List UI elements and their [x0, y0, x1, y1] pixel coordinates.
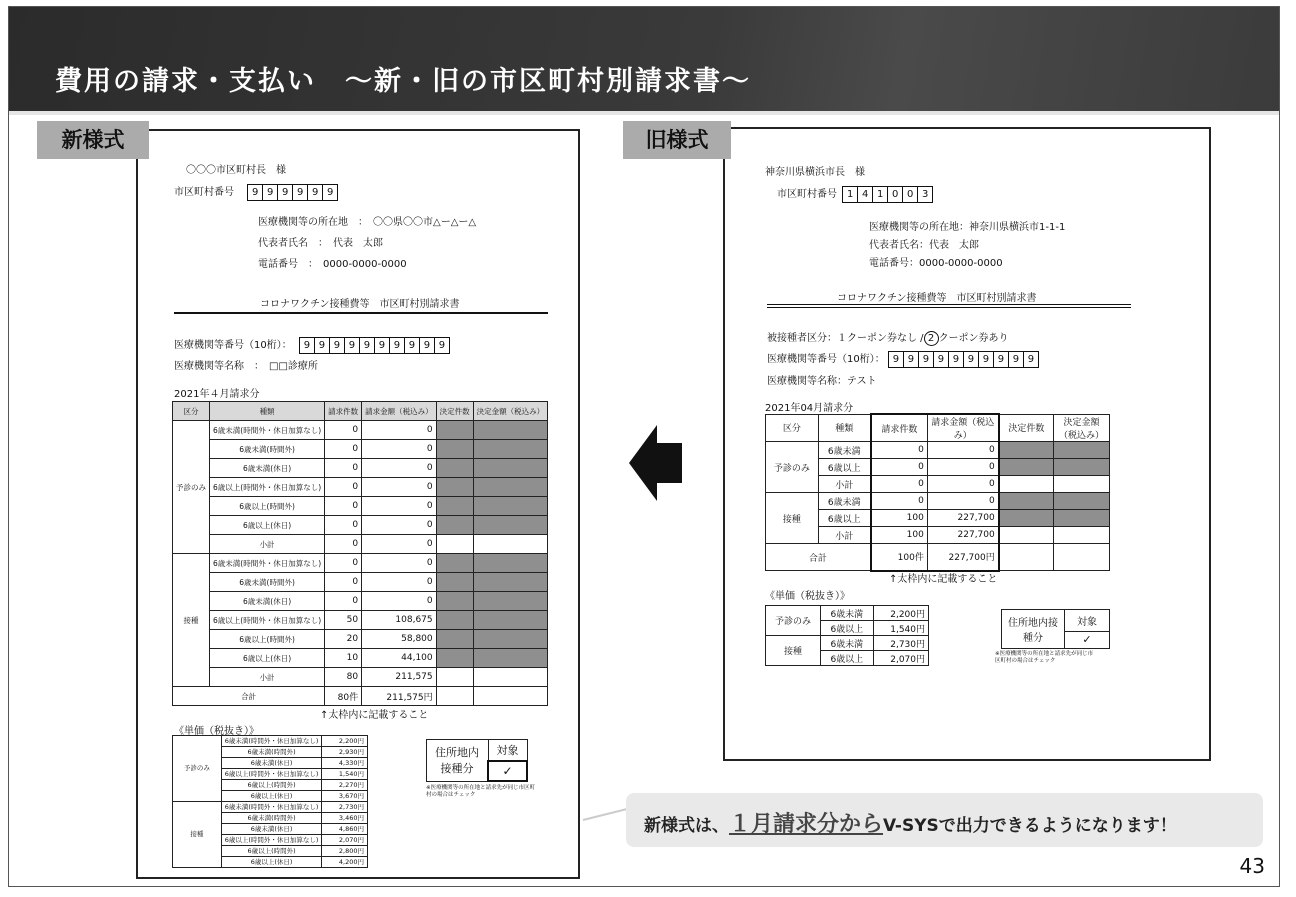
- decided-amount-cell: [473, 516, 548, 535]
- unit-kind: 6歳未満(休日): [221, 824, 322, 835]
- old-code-digit: 9: [963, 352, 978, 367]
- kind-cell: 6歳以上(時間外・休日加算なし): [210, 611, 325, 630]
- count-cell: 0: [871, 459, 927, 476]
- new-code-digits: [299, 337, 450, 354]
- amount-cell: 0: [927, 493, 998, 510]
- old-representative: 代表者氏名：代表 太郎: [869, 240, 979, 251]
- count-cell: 0: [871, 493, 927, 510]
- decided-count-cell: [436, 592, 473, 611]
- decided-amount-cell: [473, 554, 548, 573]
- amount-cell: 0: [362, 459, 437, 478]
- decided-count-cell: [436, 611, 473, 630]
- total-label: 合計: [766, 544, 871, 571]
- old-address: 医療機関等の所在地：神奈川県横浜市1-1-1: [869, 222, 1066, 233]
- total-amount: 227,700円: [927, 544, 998, 571]
- unit-price: 2,730円: [873, 636, 928, 651]
- old-form-tag: 旧様式: [623, 121, 731, 159]
- unit-kind: 6歳以上(時間外): [221, 780, 322, 791]
- decided-count-cell: [436, 535, 473, 554]
- old-clinic-name: 医療機関等名称：テスト: [767, 376, 877, 387]
- decided-amount-cell: [473, 459, 548, 478]
- unit-price: 2,800円: [322, 846, 368, 857]
- amount-cell: 0: [362, 592, 437, 611]
- col-header: 種類: [818, 414, 871, 442]
- decided-amount-cell: [1054, 442, 1110, 459]
- new-code-digit: 9: [344, 338, 359, 353]
- count-cell: 20: [325, 630, 362, 649]
- old-category-prefix: 被接種者区分：１クーポン券なし /: [767, 333, 924, 344]
- old-muni-digit: 3: [917, 187, 932, 202]
- unit-price: 2,730円: [322, 802, 368, 813]
- unit-price: 4,330円: [322, 758, 368, 769]
- callout-prefix: 新様式は、: [644, 816, 729, 836]
- total-count: 100件: [871, 544, 927, 571]
- kind-cell: 小計: [818, 527, 871, 544]
- decided-amount-cell: [1054, 510, 1110, 527]
- old-resid-table: [1001, 609, 1110, 649]
- decided-amount-cell: [1054, 476, 1110, 493]
- new-title-rule: [174, 312, 548, 314]
- unit-kind: 6歳以上(時間外・休日加算なし): [221, 769, 322, 780]
- unit-group-label: 予診のみ: [173, 736, 222, 802]
- header-divider: [9, 111, 1279, 115]
- check-cell: ✓: [1065, 631, 1110, 648]
- new-muni-digit: 9: [252, 186, 259, 198]
- decided-count-cell: [436, 516, 473, 535]
- group-label: 接種: [766, 493, 819, 544]
- header-banner: [9, 7, 1279, 113]
- old-note: ↑太枠内に記載すること: [889, 574, 998, 585]
- unit-kind: 6歳以上(時間外・休日加算なし): [221, 835, 322, 846]
- new-code-digit: 9: [359, 338, 374, 353]
- callout-box: [626, 793, 1263, 847]
- new-address: 医療機関等の所在地 ： 〇〇県〇〇市△ー△ー△: [258, 217, 477, 228]
- old-muni-digits: [842, 186, 933, 203]
- callout-highlight: １月請求分から: [729, 812, 884, 837]
- left-arrow-shaft: [656, 443, 682, 483]
- amount-cell: 108,675: [362, 611, 437, 630]
- kind-cell: 6歳未満(時間外・休日加算なし): [210, 554, 325, 573]
- kind-cell: 6歳未満(休日): [210, 592, 325, 611]
- decided-count-cell: [999, 544, 1054, 571]
- decided-count-cell: [999, 493, 1054, 510]
- check-cell: ✓: [488, 761, 527, 781]
- amount-cell: 0: [362, 516, 437, 535]
- new-doc-title: コロナワクチン接種費等 市区町村別請求書: [260, 299, 460, 310]
- decided-amount-cell: [473, 687, 548, 706]
- new-form-tag: 新様式: [37, 121, 149, 159]
- old-title-rule: [767, 307, 1131, 308]
- amount-cell: 0: [362, 535, 437, 554]
- old-code-digit: 9: [1008, 352, 1023, 367]
- count-cell: 0: [325, 421, 362, 440]
- decided-count-cell: [999, 476, 1054, 493]
- new-telephone: 電話番号 ： 0000-0000-0000: [258, 259, 407, 270]
- decided-count-cell: [436, 630, 473, 649]
- decided-count-cell: [436, 573, 473, 592]
- old-code-row: [767, 350, 1039, 368]
- new-muni-digit: 9: [277, 185, 292, 200]
- decided-amount-cell: [1054, 527, 1110, 544]
- old-code-digit: 9: [933, 352, 948, 367]
- new-code-digit: 9: [329, 338, 344, 353]
- new-muni-digit: 9: [322, 185, 337, 200]
- decided-amount-cell: [473, 573, 548, 592]
- decided-amount-cell: [473, 649, 548, 668]
- unit-price: 2,070円: [322, 835, 368, 846]
- col-header: 請求金額（税込み）: [927, 414, 998, 442]
- kind-cell: 6歳未満: [818, 442, 871, 459]
- unit-kind: 6歳未満(時間外・休日加算なし): [221, 802, 322, 813]
- count-cell: 0: [325, 497, 362, 516]
- decided-amount-cell: [1054, 544, 1110, 571]
- old-addressee: 神奈川県横浜市長 様: [765, 167, 865, 178]
- count-cell: 50: [325, 611, 362, 630]
- unit-kind: 6歳以上: [821, 621, 874, 636]
- new-addressee: 〇〇〇市区町村長 様: [186, 165, 286, 176]
- old-muni-digit: 4: [857, 187, 872, 202]
- old-muni-digit: 0: [902, 187, 917, 202]
- unit-price: 3,670円: [322, 791, 368, 802]
- decided-count-cell: [436, 478, 473, 497]
- unit-group-label: 接種: [766, 636, 821, 666]
- decided-amount-cell: [473, 421, 548, 440]
- old-category-circled: 2: [924, 331, 939, 346]
- unit-kind: 6歳未満(時間外): [221, 813, 322, 824]
- decided-amount-cell: [473, 611, 548, 630]
- unit-kind: 6歳未満(休日): [221, 758, 322, 769]
- page-number: 43: [1239, 854, 1265, 878]
- decided-count-cell: [436, 440, 473, 459]
- decided-count-cell: [436, 687, 473, 706]
- count-cell: 0: [325, 440, 362, 459]
- decided-count-cell: [999, 510, 1054, 527]
- unit-price: 3,460円: [322, 813, 368, 824]
- new-muni-digit: 9: [262, 185, 277, 200]
- new-muni-digits: [247, 184, 338, 201]
- kind-cell: 6歳以上(時間外・休日加算なし): [210, 478, 325, 497]
- unit-kind: 6歳以上(時間外): [221, 846, 322, 857]
- old-muni-digit: 0: [887, 187, 902, 202]
- old-resid-note: ※医療機関等の所在地と請求先が同じ市区町村の場合はチェック: [995, 651, 1094, 664]
- unit-kind: 6歳以上(休日): [221, 791, 322, 802]
- decided-amount-cell: [473, 440, 548, 459]
- decided-count-cell: [436, 459, 473, 478]
- old-unit-table: [765, 605, 929, 666]
- resid-label: 住所地内接種分: [427, 740, 489, 782]
- total-count: 80件: [325, 687, 362, 706]
- target-label: 対象: [1065, 610, 1110, 632]
- old-code-digit: 9: [993, 352, 1008, 367]
- unit-group-label: 接種: [173, 802, 222, 868]
- total-amount: 211,575円: [362, 687, 437, 706]
- old-claim-table: [765, 413, 1110, 572]
- decided-count-cell: [999, 527, 1054, 544]
- old-category-suffix: クーポン券あり: [938, 333, 1009, 344]
- decided-count-cell: [999, 459, 1054, 476]
- slide: [8, 6, 1280, 887]
- kind-cell: 6歳以上(時間外): [210, 630, 325, 649]
- amount-cell: 227,700: [927, 510, 998, 527]
- unit-kind: 6歳未満: [821, 636, 874, 651]
- old-code-label: 医療機関等番号（10桁）：: [767, 354, 885, 365]
- old-muni-digit: 1: [847, 188, 854, 200]
- old-category-row: [767, 329, 1009, 346]
- unit-price: 2,200円: [322, 736, 368, 747]
- new-code-digit: 9: [374, 338, 389, 353]
- col-header: 請求件数: [871, 414, 927, 442]
- amount-cell: 44,100: [362, 649, 437, 668]
- old-code-digits: [888, 351, 1039, 368]
- unit-price: 1,540円: [873, 621, 928, 636]
- count-cell: 100: [871, 527, 927, 544]
- new-code-label: 医療機関等番号（10桁）：: [174, 340, 292, 351]
- kind-cell: 6歳以上(時間外): [210, 497, 325, 516]
- callout-text: [644, 807, 1177, 838]
- old-telephone: 電話番号：0000-0000-0000: [869, 258, 1003, 269]
- new-resid-note: ※医療機関等の所在地と請求先が同じ市区町村の場合はチェック: [426, 785, 536, 798]
- kind-cell: 小計: [818, 476, 871, 493]
- target-label: 対象: [488, 740, 527, 762]
- decided-count-cell: [436, 421, 473, 440]
- kind-cell: 6歳未満(時間外): [210, 440, 325, 459]
- decided-amount-cell: [473, 592, 548, 611]
- unit-price: 2,930円: [322, 747, 368, 758]
- kind-cell: 小計: [210, 668, 325, 687]
- decided-amount-cell: [473, 535, 548, 554]
- group-label: 接種: [173, 554, 210, 687]
- unit-price: 2,200円: [873, 606, 928, 621]
- callout-pointer: [583, 807, 632, 821]
- new-code-digit: 9: [314, 338, 329, 353]
- count-cell: 80: [325, 668, 362, 687]
- count-cell: 0: [325, 459, 362, 478]
- col-header: 決定件数: [999, 414, 1054, 442]
- amount-cell: 0: [362, 440, 437, 459]
- group-label: 予診のみ: [766, 442, 819, 493]
- unit-price: 1,540円: [322, 769, 368, 780]
- unit-kind: 6歳以上(休日): [221, 857, 322, 868]
- count-cell: 10: [325, 649, 362, 668]
- unit-price: 2,270円: [322, 780, 368, 791]
- old-title-rule: [767, 304, 1131, 305]
- col-header: 請求件数: [325, 402, 362, 421]
- unit-price: 2,070円: [873, 651, 928, 666]
- col-header: 決定金額（税込み）: [473, 402, 548, 421]
- amount-cell: 211,575: [362, 668, 437, 687]
- decided-count-cell: [436, 497, 473, 516]
- group-label: 予診のみ: [173, 421, 210, 554]
- old-code-digit: 9: [903, 352, 918, 367]
- amount-cell: 58,800: [362, 630, 437, 649]
- new-code-digit: 9: [303, 339, 311, 351]
- amount-cell: 0: [927, 459, 998, 476]
- count-cell: 0: [871, 476, 927, 493]
- old-period: 2021年04月請求分: [765, 403, 854, 414]
- old-code-digit: 9: [1023, 352, 1038, 367]
- resid-label: 住所地内接種分: [1002, 610, 1065, 649]
- decided-count-cell: [999, 442, 1054, 459]
- col-header: 種類: [210, 402, 325, 421]
- col-header: 区分: [173, 402, 210, 421]
- new-code-digit: 9: [389, 338, 404, 353]
- kind-cell: 6歳以上: [818, 510, 871, 527]
- decided-count-cell: [436, 554, 473, 573]
- count-cell: 100: [871, 510, 927, 527]
- new-representative: 代表者氏名 ： 代表 太郎: [258, 238, 383, 249]
- new-code-row: [174, 336, 450, 354]
- new-code-digit: 9: [434, 338, 449, 353]
- old-muni-digit: 1: [872, 187, 887, 202]
- new-unit-title: 《単価（税抜き）》: [174, 726, 259, 737]
- old-code-digit: 9: [918, 352, 933, 367]
- callout-suffix: V-SYSで出力できるようになります！: [883, 816, 1177, 836]
- kind-cell: 6歳未満(休日): [210, 459, 325, 478]
- kind-cell: 6歳以上: [818, 459, 871, 476]
- new-unit-table: [172, 735, 368, 868]
- new-muni-digit: 9: [307, 185, 322, 200]
- kind-cell: 6歳未満(時間外・休日加算なし): [210, 421, 325, 440]
- col-header: 決定金額（税込み）: [1054, 414, 1110, 442]
- new-period: 2021年４月請求分: [174, 389, 260, 400]
- decided-count-cell: [436, 649, 473, 668]
- slide-title: 費用の請求・支払い ～新・旧の市区町村別請求書～: [55, 66, 751, 97]
- unit-price: 4,860円: [322, 824, 368, 835]
- old-code-digit: 9: [948, 352, 963, 367]
- old-unit-title: 《単価（税抜き）》: [765, 591, 850, 602]
- unit-kind: 6歳未満(時間外): [221, 747, 322, 758]
- count-cell: 0: [325, 592, 362, 611]
- decided-count-cell: [436, 668, 473, 687]
- col-header: 区分: [766, 414, 819, 442]
- left-arrow-icon: [629, 425, 657, 501]
- amount-cell: 0: [927, 442, 998, 459]
- decided-amount-cell: [1054, 493, 1110, 510]
- decided-amount-cell: [1054, 459, 1110, 476]
- col-header: 決定件数: [436, 402, 473, 421]
- new-form-document: [136, 129, 580, 879]
- new-muni-digit: 9: [292, 185, 307, 200]
- old-muni-label: 市区町村番号: [777, 189, 837, 200]
- amount-cell: 0: [362, 497, 437, 516]
- decided-amount-cell: [473, 497, 548, 516]
- amount-cell: 0: [362, 554, 437, 573]
- old-form-document: [723, 127, 1211, 761]
- count-cell: 0: [325, 554, 362, 573]
- new-code-digit: 9: [404, 338, 419, 353]
- count-cell: 0: [325, 535, 362, 554]
- count-cell: 0: [325, 516, 362, 535]
- kind-cell: 小計: [210, 535, 325, 554]
- unit-price: 4,200円: [322, 857, 368, 868]
- unit-group-label: 予診のみ: [766, 606, 821, 636]
- new-muni-row: [174, 183, 338, 201]
- count-cell: 0: [325, 573, 362, 592]
- old-muni-row: [777, 185, 933, 203]
- kind-cell: 6歳以上(休日): [210, 516, 325, 535]
- col-header: 請求金額（税込み）: [362, 402, 437, 421]
- amount-cell: 0: [362, 478, 437, 497]
- new-resid-table: [426, 739, 528, 782]
- amount-cell: 0: [362, 421, 437, 440]
- new-code-digit: 9: [419, 338, 434, 353]
- amount-cell: 0: [927, 476, 998, 493]
- old-doc-title: コロナワクチン接種費等 市区町村別請求書: [837, 293, 1037, 304]
- amount-cell: 227,700: [927, 527, 998, 544]
- new-clinic-name: 医療機関等名称 ： □□診療所: [174, 361, 318, 372]
- old-code-digit: 9: [892, 353, 900, 365]
- unit-kind: 6歳以上: [821, 651, 874, 666]
- count-cell: 0: [871, 442, 927, 459]
- unit-kind: 6歳未満(時間外・休日加算なし): [221, 736, 322, 747]
- kind-cell: 6歳未満: [818, 493, 871, 510]
- new-note: ↑太枠内に記載すること: [320, 710, 429, 721]
- count-cell: 0: [325, 478, 362, 497]
- decided-amount-cell: [473, 668, 548, 687]
- new-claim-table: [172, 401, 548, 706]
- decided-amount-cell: [473, 630, 548, 649]
- decided-amount-cell: [473, 478, 548, 497]
- unit-kind: 6歳未満: [821, 606, 874, 621]
- amount-cell: 0: [362, 573, 437, 592]
- kind-cell: 6歳未満(時間外): [210, 573, 325, 592]
- new-muni-label: 市区町村番号: [174, 187, 234, 198]
- old-code-digit: 9: [978, 352, 993, 367]
- kind-cell: 6歳以上(休日): [210, 649, 325, 668]
- total-label: 合計: [173, 687, 325, 706]
